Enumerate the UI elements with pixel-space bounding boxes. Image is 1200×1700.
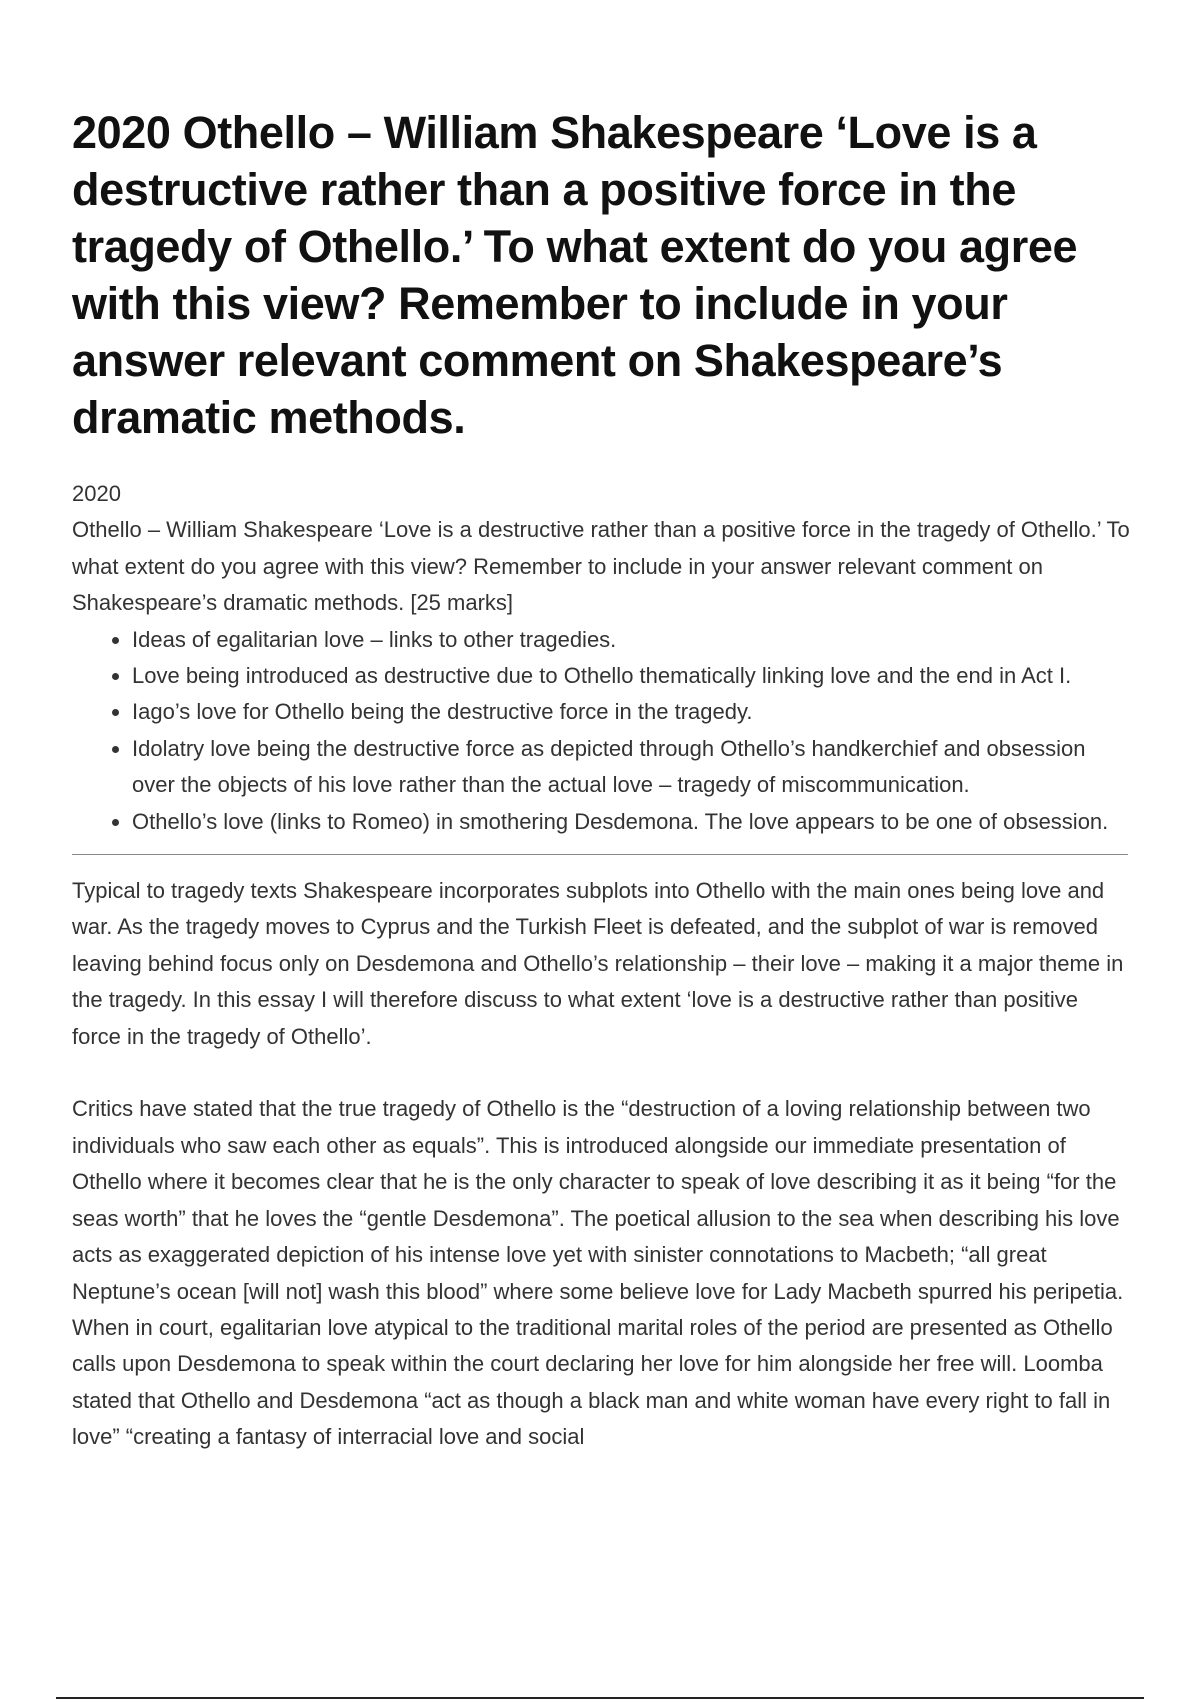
document-page: [72, 104, 1132, 1492]
essay-paragraph: Typical to tragedy texts Shakespeare incorporates subplots into Othello with the main ones being love and war. As the tragedy moves to Cyprus and the Turkish Fleet is defeated, and the subplot of war is removed leaving behind focus only on Desdemona and Othello’s relationship – their love – making it a major theme in the tragedy. In this essay I will therefore discuss to what extent ‘love is a destructive rather than positive force in the tragedy of Othello’.: [72, 878, 1124, 1049]
essay-paragraph: Critics have stated that the true tragedy of Othello is the “destruction of a loving relationship between two individuals who saw each other as equals”. This is introduced alongside our immediate presentation of Othello where it becomes clear that he is the only character to speak of love describing it as it being “for the seas worth” that he loves the “gentle Desdemona”. The poetical allusion to the sea when describing his love acts as exaggerated depiction of his intense love yet with sinister connotations to Macbeth; “all great Neptune’s ocean [will not] wash this blood” where some believe love for Lady Macbeth spurred his peripetia. When in court, egalitarian love atypical to the traditional marital roles of the period are presented as Othello calls upon Desdemona to speak within the court declaring her love for him alongside her free will. Loomba stated that Othello and Desdemona “act as though a black man and white woman have every right to fall in love” “creating a fantasy of interracial love and social: [72, 1096, 1124, 1450]
section-divider: [72, 854, 1128, 855]
plan-bullet-item: • Idolatry love being the destructive force as depicted through Othello’s handkerchief and obsession over the objects of his love rather than the actual love – tragedy of miscommunication.: [132, 731, 1132, 804]
plan-bullet-list: [72, 622, 1132, 840]
plan-bullet-item: • Othello’s love (links to Romeo) in smothering Desdemona. The love appears to be one of obsession.: [132, 804, 1132, 840]
year-label: 2020: [72, 481, 121, 506]
plan-bullet-item: • Ideas of egalitarian love – links to other tragedies.: [132, 622, 1132, 658]
document-title: 2020 Othello – William Shakespeare ‘Love is a destructive rather than a positive force in the tragedy of Othello.’ To what extent do you agree with this view? Remember to include in your answer relevant comment on Shakespeare’s dramatic methods.: [72, 107, 1078, 443]
plan-bullet-item: • Iago’s love for Othello being the destructive force in the tragedy.: [132, 694, 1132, 730]
page-bottom-rule: [56, 1697, 1144, 1699]
plan-bullet-item: • Love being introduced as destructive due to Othello thematically linking love and the end in Act I.: [132, 658, 1132, 694]
essay-prompt: Othello – William Shakespeare ‘Love is a destructive rather than a positive force in the tragedy of Othello.’ To what extent do you agree with this view? Remember to include in your answer relevant comment on Shakespeare’s dramatic methods. [25 marks]: [72, 517, 1130, 616]
